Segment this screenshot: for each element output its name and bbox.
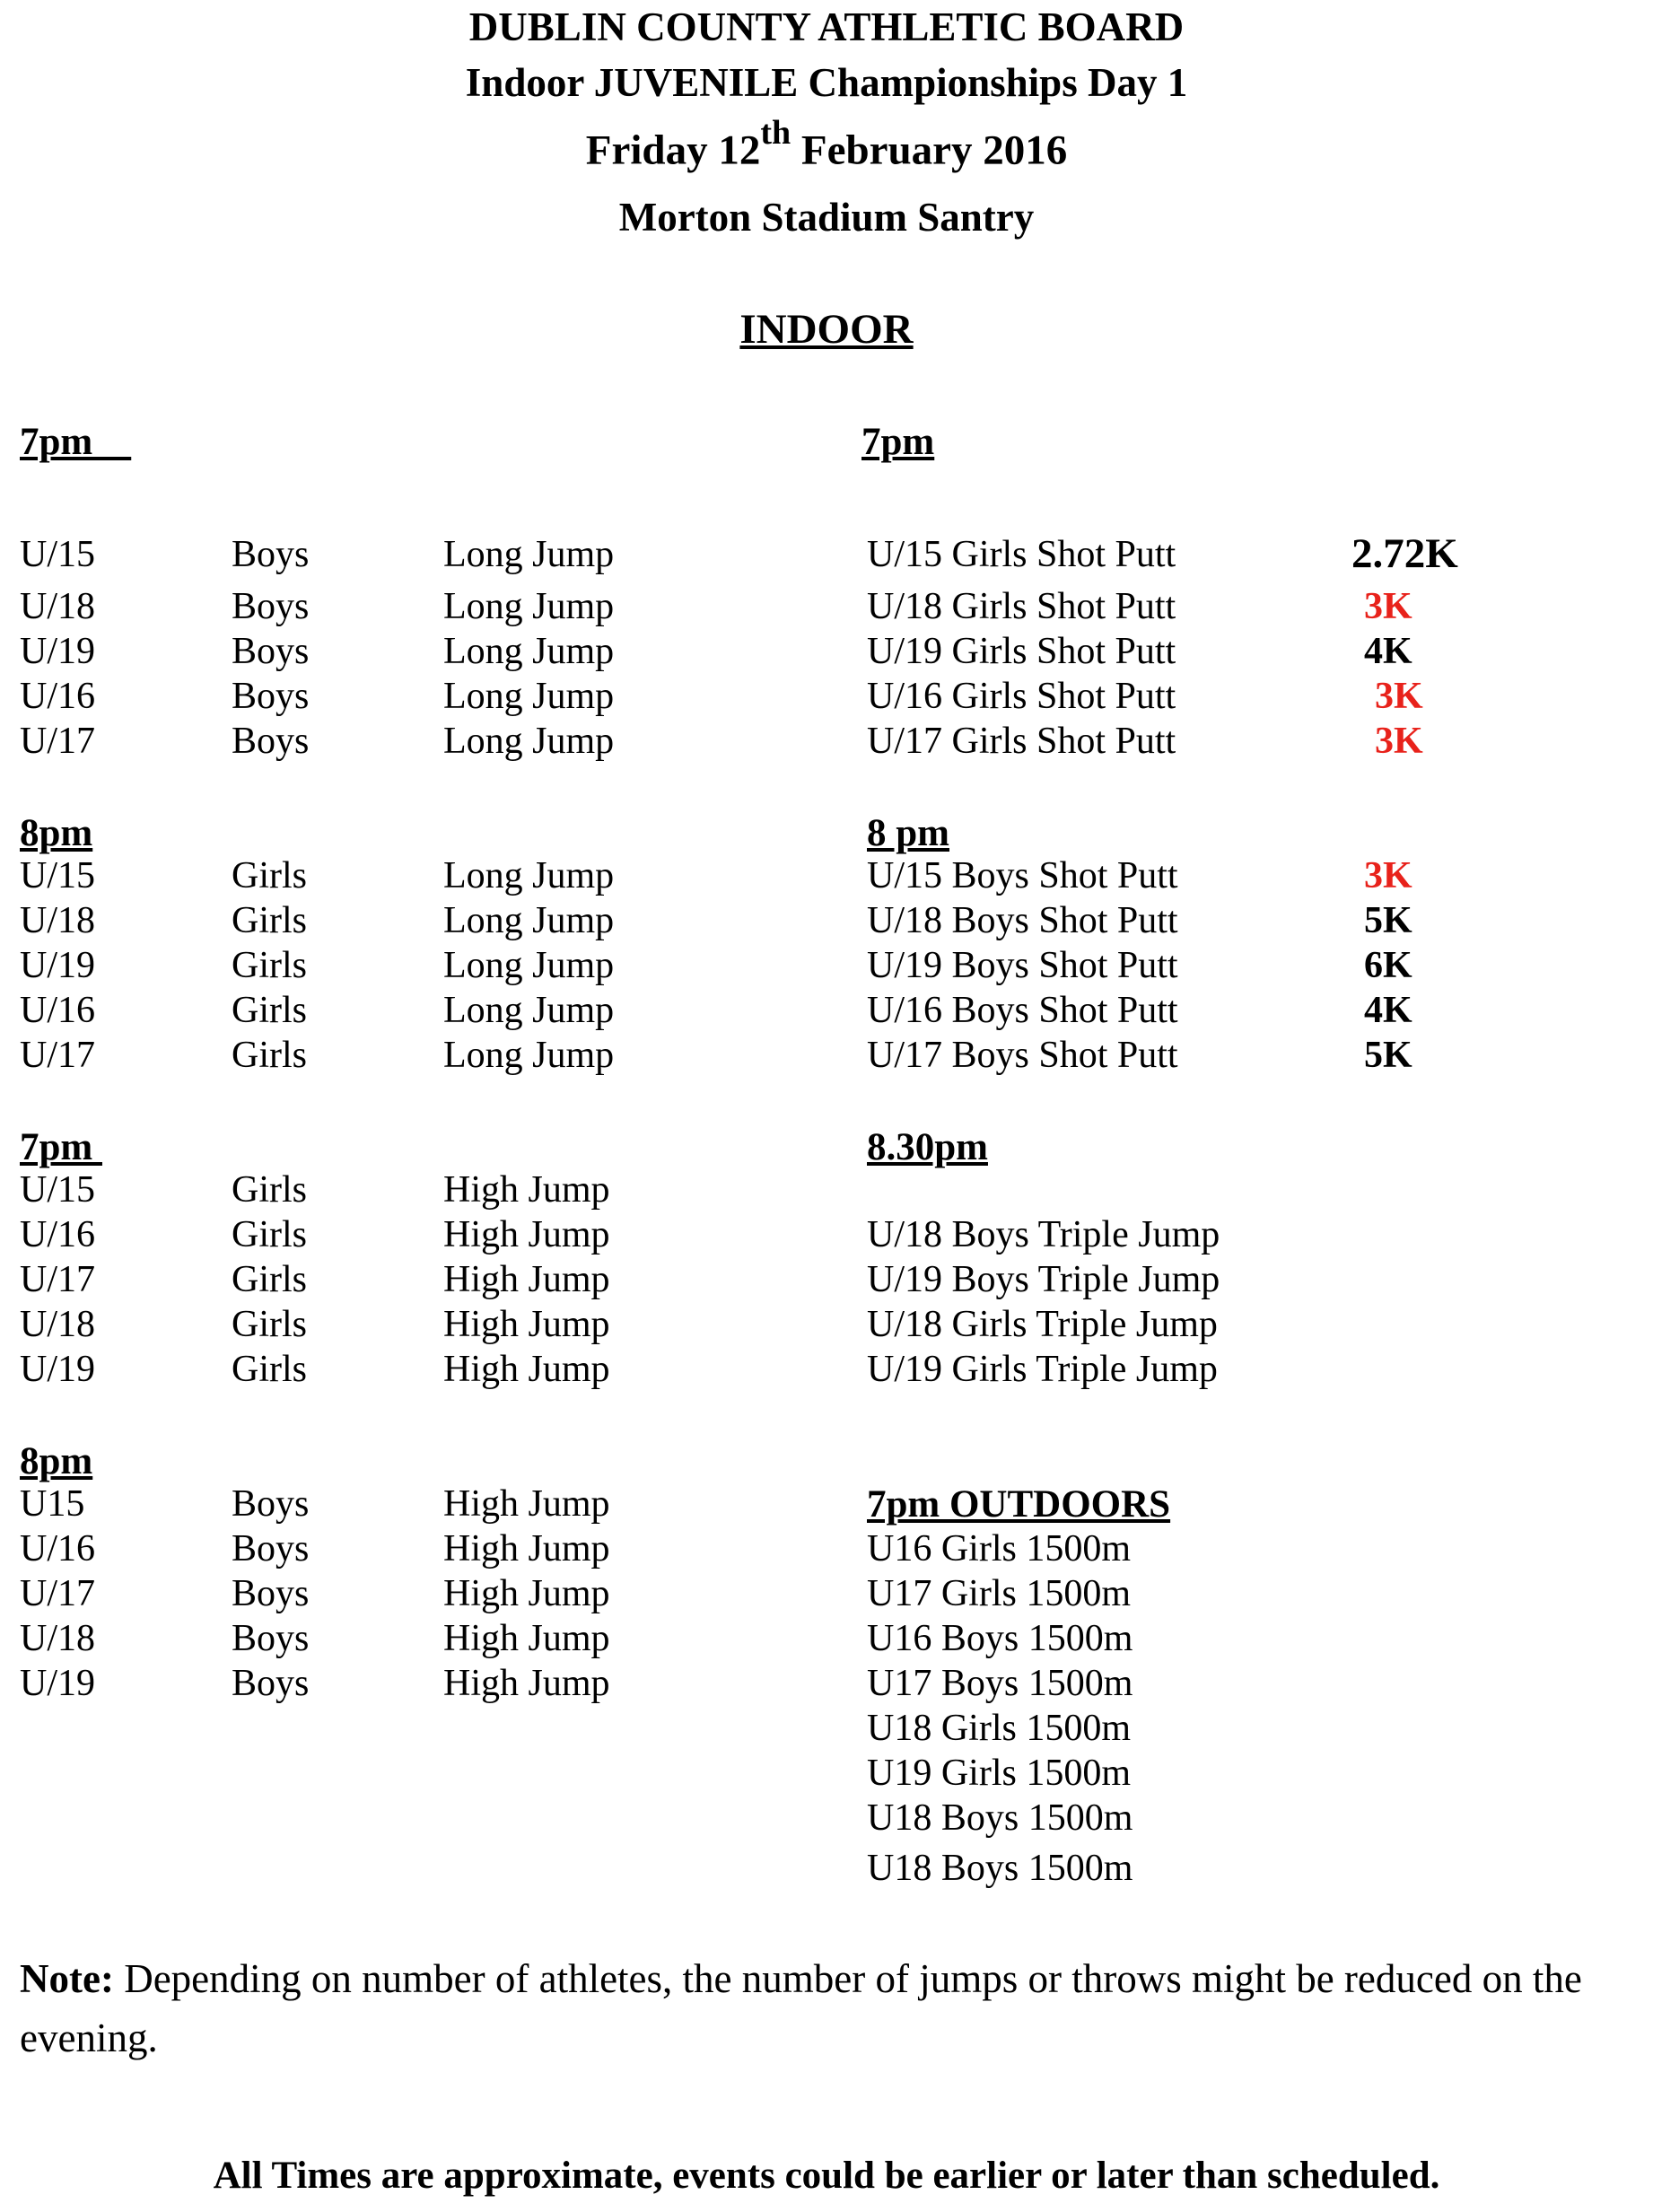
shot-weight: 5K: [1364, 1035, 1412, 1076]
date-ordinal: th: [760, 114, 792, 152]
event-name: U16 Girls 1500m: [867, 1528, 1131, 1569]
event-name: U/19 Boys Shot Putt: [867, 945, 1178, 986]
event-name: U/18 Girls Shot Putt: [867, 586, 1176, 627]
event-name: Long Jump: [443, 586, 615, 627]
gender: Girls: [232, 1259, 307, 1300]
gender: Boys: [232, 1528, 310, 1569]
age-group: U/19: [20, 1663, 95, 1704]
age-group: U/15: [20, 1169, 95, 1211]
event-name: U/15 Girls Shot Putt: [867, 534, 1176, 575]
age-group: U/17: [20, 1573, 95, 1614]
event-name: Long Jump: [443, 721, 615, 762]
event-name: High Jump: [443, 1169, 610, 1211]
shot-weight: 3K: [1364, 586, 1412, 627]
time-slot-heading: 7pm: [20, 1126, 102, 1168]
shot-weight: 6K: [1364, 945, 1412, 986]
event-name: Long Jump: [443, 855, 615, 896]
age-group: U/17: [20, 1035, 95, 1076]
event-name: Long Jump: [443, 534, 615, 575]
gender: Boys: [232, 676, 310, 717]
event-name: U19 Girls 1500m: [867, 1753, 1131, 1794]
event-name: High Jump: [443, 1349, 610, 1390]
gender: Boys: [232, 586, 310, 627]
gender: Girls: [232, 855, 307, 896]
event-name: Long Jump: [443, 1035, 615, 1076]
time-slot-heading: 8.30pm: [867, 1126, 988, 1168]
shot-weight: 5K: [1364, 900, 1412, 941]
event-name: U/15 Boys Shot Putt: [867, 855, 1178, 896]
event-name: U/19 Girls Shot Putt: [867, 631, 1176, 672]
event-name: U18 Boys 1500m: [867, 1848, 1133, 1889]
event-name: High Jump: [443, 1573, 610, 1614]
venue: Morton Stadium Santry: [618, 195, 1035, 240]
gender: Boys: [232, 534, 310, 575]
shot-weight: 3K: [1375, 676, 1423, 717]
event-name: U/16 Boys Shot Putt: [867, 990, 1178, 1031]
age-group: U/16: [20, 1528, 95, 1569]
time-slot-heading: 7pm: [861, 421, 935, 463]
event-date: [0, 114, 1653, 175]
age-group: U/19: [20, 1349, 95, 1390]
age-group: U/19: [20, 945, 95, 986]
gender: Girls: [232, 1349, 307, 1390]
event-name: U18 Girls 1500m: [867, 1708, 1131, 1749]
event-name: Long Jump: [443, 990, 615, 1031]
gender: Girls: [232, 1035, 307, 1076]
shot-weight: 4K: [1364, 631, 1412, 672]
gender: Boys: [232, 1483, 310, 1525]
age-group: U/18: [20, 1304, 95, 1345]
note-text: Depending on number of athletes, the number of jumps or throws might be reduced on the evening.: [20, 1956, 1582, 2060]
note: [20, 1949, 1644, 2068]
event-name: Long Jump: [443, 945, 615, 986]
time-slot-heading: 8 pm: [867, 812, 949, 854]
age-group: U/19: [20, 631, 95, 672]
gender: Girls: [232, 990, 307, 1031]
event-name: High Jump: [443, 1214, 610, 1255]
age-group: U/18: [20, 1618, 95, 1659]
age-group: U/16: [20, 676, 95, 717]
age-group: U/16: [20, 1214, 95, 1255]
shot-weight: 4K: [1364, 990, 1412, 1031]
note-label: Note:: [20, 1956, 114, 2001]
event-name: U16 Boys 1500m: [867, 1618, 1133, 1659]
gender: Girls: [232, 900, 307, 941]
gender: Girls: [232, 1214, 307, 1255]
time-slot-heading: 7pm OUTDOORS: [867, 1483, 1171, 1526]
shot-weight: 3K: [1375, 721, 1423, 762]
event-name: U/19 Girls Triple Jump: [867, 1349, 1218, 1390]
date-prefix: Friday 12: [585, 127, 761, 174]
age-group: U/17: [20, 721, 95, 762]
footer-disclaimer: All Times are approximate, events could be earlier or later than scheduled.: [213, 2155, 1440, 2197]
time-slot-heading: 7pm: [20, 421, 132, 463]
event-name: High Jump: [443, 1483, 610, 1525]
event-name: U/18 Boys Triple Jump: [867, 1214, 1220, 1255]
age-group: U/17: [20, 1259, 95, 1300]
gender: Boys: [232, 1573, 310, 1614]
event-name: U/18 Girls Triple Jump: [867, 1304, 1218, 1345]
event-name: U/17 Boys Shot Putt: [867, 1035, 1178, 1076]
gender: Girls: [232, 945, 307, 986]
shot-weight: 3K: [1364, 855, 1412, 896]
age-group: U15: [20, 1483, 85, 1525]
event-name: High Jump: [443, 1663, 610, 1704]
event-name: High Jump: [443, 1618, 610, 1659]
shot-weight: 2.72K: [1351, 530, 1458, 577]
event-name: U18 Boys 1500m: [867, 1797, 1133, 1839]
event-name: U17 Boys 1500m: [867, 1663, 1133, 1704]
gender: Boys: [232, 721, 310, 762]
event-name: Long Jump: [443, 631, 615, 672]
event-name: Long Jump: [443, 900, 615, 941]
time-slot-heading: 8pm: [20, 1440, 93, 1482]
event-name: High Jump: [443, 1259, 610, 1300]
date-suffix: February 2016: [791, 127, 1068, 174]
gender: Girls: [232, 1304, 307, 1345]
age-group: U/15: [20, 534, 95, 575]
gender: Boys: [232, 1618, 310, 1659]
section-heading: INDOOR: [739, 306, 914, 353]
event-name: U17 Girls 1500m: [867, 1573, 1131, 1614]
event-name: High Jump: [443, 1528, 610, 1569]
board-title: DUBLIN COUNTY ATHLETIC BOARD: [468, 4, 1185, 49]
time-slot-heading: 8pm: [20, 812, 93, 854]
age-group: U/18: [20, 586, 95, 627]
event-name: U/18 Boys Shot Putt: [867, 900, 1178, 941]
event-name: U/19 Boys Triple Jump: [867, 1259, 1220, 1300]
age-group: U/18: [20, 900, 95, 941]
event-name: Long Jump: [443, 676, 615, 717]
gender: Boys: [232, 1663, 310, 1704]
event-name: U/17 Girls Shot Putt: [867, 721, 1176, 762]
event-title: Indoor JUVENILE Championships Day 1: [465, 60, 1188, 105]
age-group: U/16: [20, 990, 95, 1031]
gender: Girls: [232, 1169, 307, 1211]
gender: Boys: [232, 631, 310, 672]
event-name: High Jump: [443, 1304, 610, 1345]
event-name: U/16 Girls Shot Putt: [867, 676, 1176, 717]
age-group: U/15: [20, 855, 95, 896]
